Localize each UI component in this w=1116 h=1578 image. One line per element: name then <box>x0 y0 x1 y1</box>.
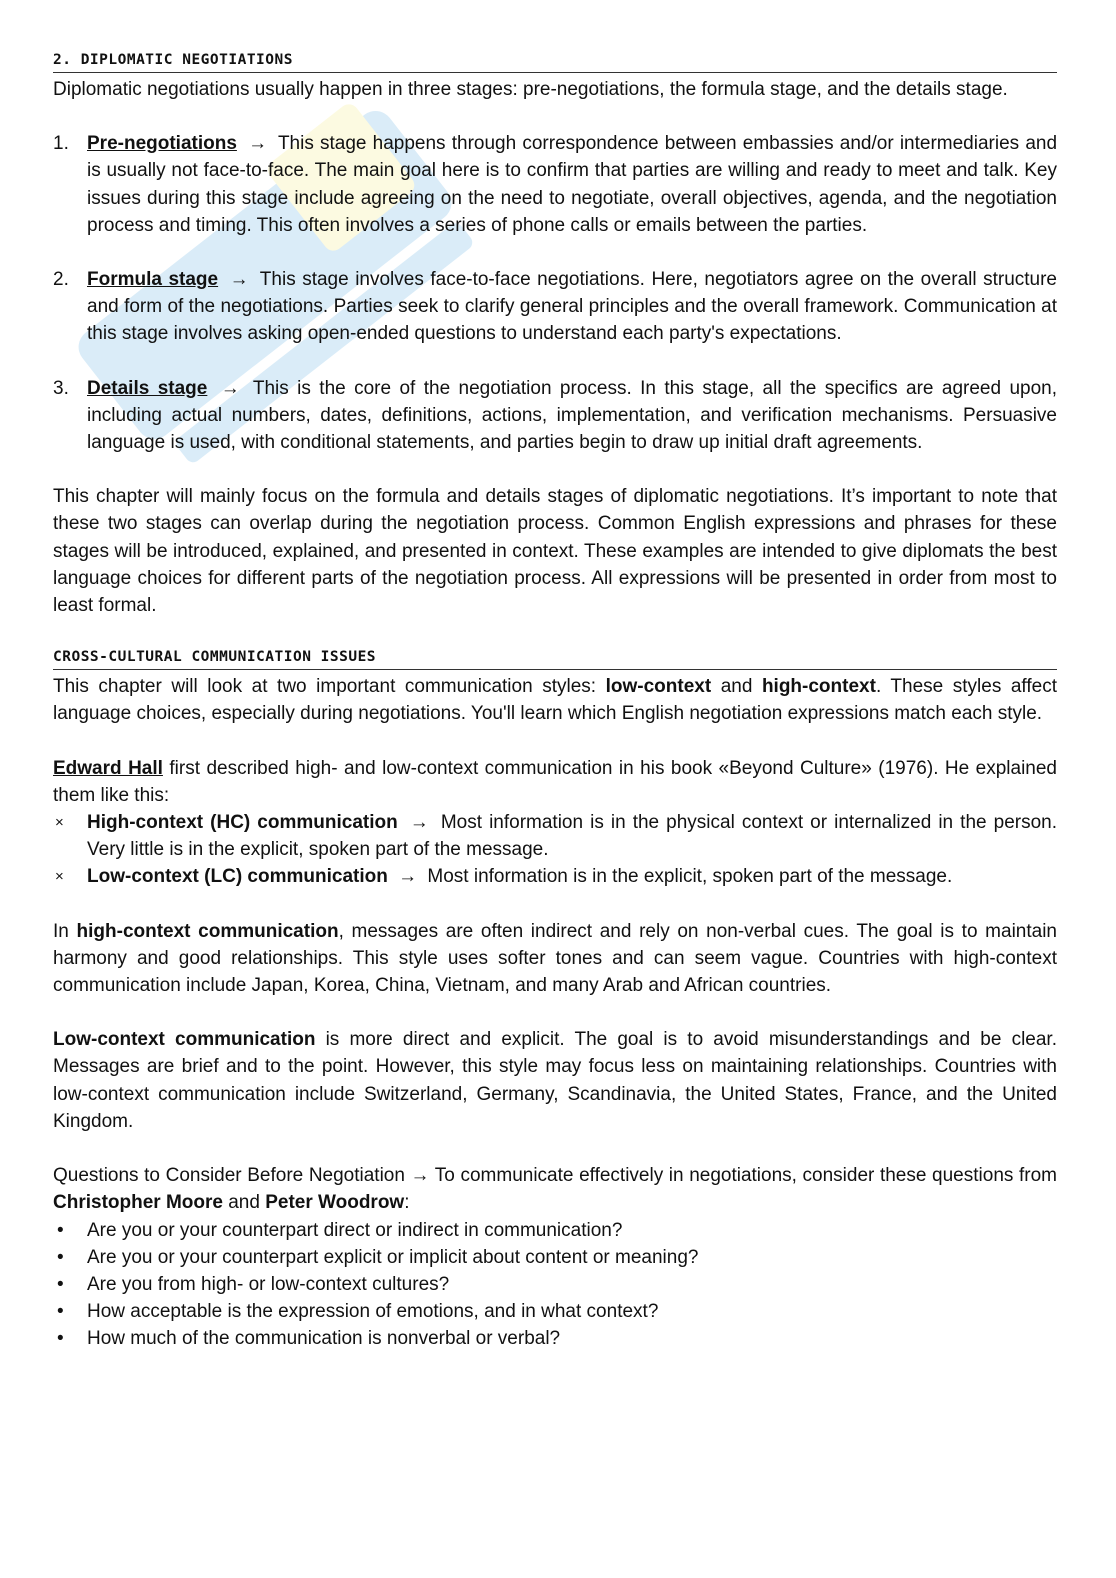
stage-term: Pre-negotiations <box>87 133 237 155</box>
cross-mark-icon: × <box>55 868 64 886</box>
hall-paragraph: Edward Hall first described high- and low-context communication in his book «Beyond Culture» (1976). He explained them like this: <box>53 757 1058 806</box>
section-title-diplomatic-negotiations: 2. DIPLOMATIC NEGOTIATIONS <box>53 52 1057 73</box>
list-item: • Are you or your counterpart explicit or implicit about content or meaning? <box>53 1244 1057 1271</box>
bullet-icon: • <box>57 1246 64 1268</box>
closing-paragraph: This chapter will mainly focus on the formula and details stages of diplomatic negotiations. It’s important to note that these two stages can overlap during the negotiation process. Common English expressions and phrases for these stages will be introduced, explained, and presented in context. These examples are intended to give diplomats the best language choices for different parts of the negotiation process. All expressions will be presented in order from most to least formal. <box>53 486 1057 617</box>
stage-term: Details stage <box>87 377 208 399</box>
arrow-icon: → <box>248 133 268 155</box>
bullet-icon: • <box>57 1219 64 1241</box>
list-item <box>53 266 1057 348</box>
styles-paragraph: This chapter will look at two important communication styles: low-context and high-context. These styles affect language choices, especially during negotiations. You'll learn which English negotiation expressions match each style. <box>53 676 1057 725</box>
cross-mark-icon: × <box>55 814 64 832</box>
list-item <box>53 863 1057 890</box>
arrow-icon: → <box>220 377 240 399</box>
intro-paragraph: Diplomatic negotiations usually happen in three stages: pre-negotiations, the formula stage, and the details stage. <box>53 79 1008 100</box>
questions-intro: Questions to Consider Before Negotiation → To communicate effectively in negotiations, consider these questions from Christopher Moore and Peter Woodrow: <box>53 1165 1057 1214</box>
list-number: 3. <box>53 377 69 399</box>
high-context-paragraph: In high-context communication, messages are often indirect and rely on non-verbal cues. The goal is to maintain harmony and good relationships. This style uses softer tones and can seem vague. Countries with high-context communication include Japan, Korea, China, Vietnam, and many Arab and African countries. <box>53 920 1057 997</box>
author-name: Edward Hall <box>53 757 163 779</box>
definition-text: Most information is in the explicit, spoken part of the message. <box>427 866 953 888</box>
definition-term: High-context (HC) communication <box>87 812 398 834</box>
low-context-paragraph: Low-context communication is more direct and explicit. The goal is to avoid misunderstandings and be clear. Messages are brief and to the point. However, this style may focus less on maintaining relationships. Countries with low-context communication include Switzerland, Germany, Scandinavia, the United States, France, and the United Kingdom. <box>53 1029 1057 1132</box>
arrow-icon: → <box>398 866 418 888</box>
list-item: • How much of the communication is nonverbal or verbal? <box>53 1325 1057 1352</box>
stage-text: This stage involves face-to-face negotiations. Here, negotiators agree on the overall structure and form of the negotiations. Parties seek to clarify general principles and the overall framework. Communication at this stage involves asking open-ended questions to understand each party's expectations. <box>87 269 1057 345</box>
list-number: 2. <box>53 269 69 291</box>
list-item: • Are you or your counterpart direct or indirect in communication? <box>53 1217 1057 1244</box>
list-item <box>53 809 1057 863</box>
arrow-icon: → <box>229 269 249 291</box>
questions-list <box>53 1217 1057 1353</box>
stage-text: This is the core of the negotiation process. In this stage, all the specifics are agreed upon, including actual numbers, dates, definitions, actions, implementation, and verification mechanisms. Persuasive language is used, with conditional statements, and parties begin to draw up initial draft agreements. <box>87 377 1058 454</box>
definition-term: Low-context (LC) communication <box>87 866 388 888</box>
definition-text: Most information is in the physical context or internalized in the person. Very little is in the explicit, spoken part of the message. <box>87 812 1058 861</box>
list-item <box>53 375 1057 457</box>
stage-text: This stage happens through correspondence between embassies and/or intermediaries and is usually not face-to-face. The main goal here is to confirm that parties are willing and ready to meet and talk. Key issues during this stage include agreeing on the need to negotiate, overall objectives, agenda, and the negotiation process and timing. This often involves a series of phone calls or emails between the parties. <box>87 133 1058 236</box>
section-title-cross-cultural: CROSS-CULTURAL COMMUNICATION ISSUES <box>53 649 1057 670</box>
list-item <box>53 130 1057 239</box>
bullet-icon: • <box>57 1328 64 1350</box>
stage-term: Formula stage <box>87 269 219 291</box>
stages-list <box>53 130 1057 456</box>
bullet-icon: • <box>57 1301 64 1323</box>
definitions-list <box>53 809 1057 891</box>
arrow-icon: → <box>409 812 429 834</box>
arrow-icon: → <box>410 1165 430 1187</box>
list-number: 1. <box>53 133 69 155</box>
bullet-icon: • <box>57 1273 64 1295</box>
document-page <box>53 52 1057 1353</box>
list-item: • How acceptable is the expression of emotions, and in what context? <box>53 1298 1057 1325</box>
list-item: • Are you from high- or low-context cultures? <box>53 1271 1057 1298</box>
